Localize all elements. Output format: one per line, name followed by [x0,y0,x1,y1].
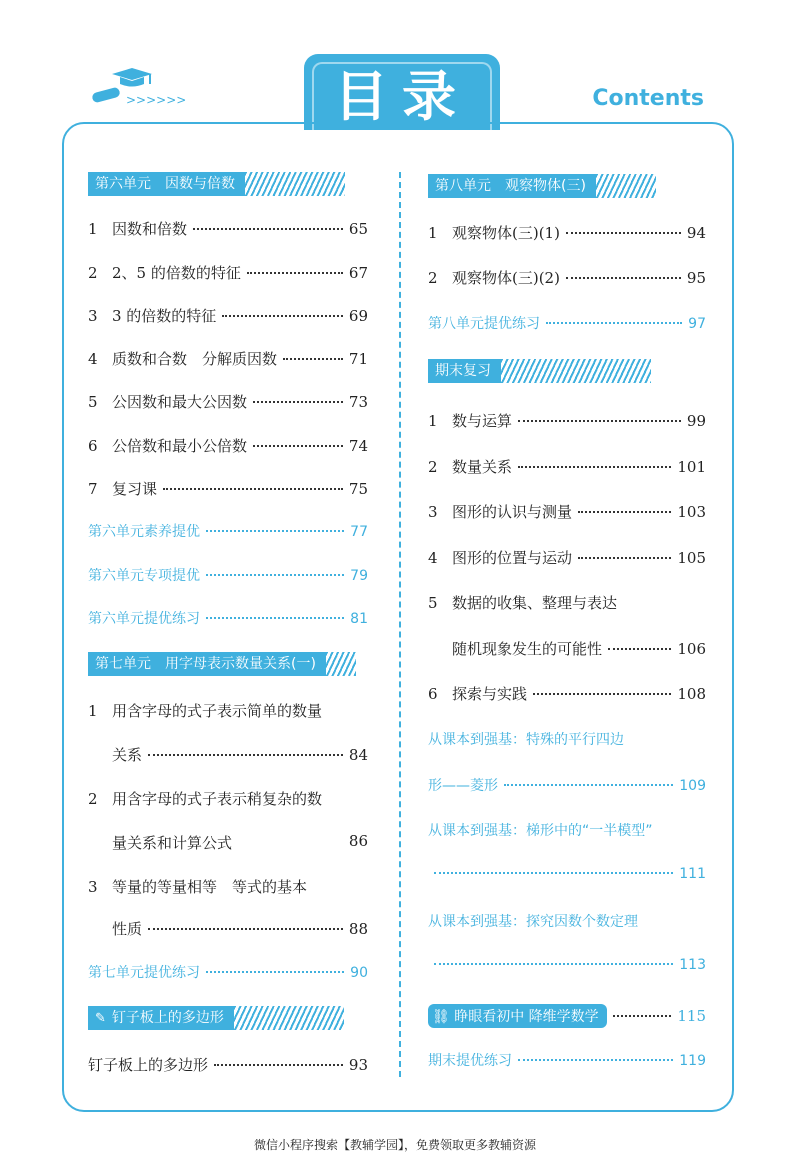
toc-entry-line2[interactable]: 量关系和计算公式 86 [112,832,368,852]
toc-entry-line2[interactable]: 性质 88 [112,920,368,938]
toc-entry[interactable]: 3 3 的倍数的特征 69 [88,307,368,325]
toc-entry[interactable]: 4 图形的位置与运动 105 [428,549,706,567]
contents-label: Contents [592,86,704,111]
toc-entry-line1[interactable]: 3 等量的等量相等 等式的基本 [88,878,308,896]
toc-entry[interactable]: 2 观察物体(三)(2) 95 [428,269,706,287]
page-title: 目录 [304,54,500,130]
footer-note: 微信小程序搜索【教辅学园】，免费领取更多教辅资源 [253,1138,536,1152]
toc-entry-highlight[interactable]: 第六单元素养提优 77 [88,524,368,540]
toc-entry[interactable]: 5 公因数和最大公因数 73 [88,393,368,411]
toc-entry-line1[interactable]: 5 数据的收集、整理与表达 [428,594,618,612]
section-heading-unit7: 第七单元 用字母表示数量关系(一) [88,652,356,676]
toc-entry-line1[interactable]: 1 用含字母的式子表示简单的数量 [88,702,323,720]
toc-entry-highlight[interactable]: 第七单元提优练习 90 [88,965,368,981]
graduation-cap-icon [86,68,187,112]
section-heading-unit8: 第八单元 观察物体(三) [428,174,656,198]
section-heading-unit6: 第六单元 因数与倍数 [88,172,345,196]
column-divider [399,172,401,1077]
junior-badge: ⛓ 睁眼看初中 降维学数学 [428,1004,607,1028]
toc-entry-highlight[interactable]: 第六单元提优练习 81 [88,611,368,627]
toc-entry[interactable]: 1 数与运算 99 [428,412,706,430]
toc-entry-highlight-line1[interactable]: 从课本到强基：特殊的平行四边 [428,732,624,748]
toc-entry-line1[interactable]: 2 用含字母的式子表示稍复杂的数 [88,790,323,808]
toc-entry-line2[interactable]: 随机现象发生的可能性 106 [452,640,706,658]
toc-entry[interactable]: 2 2、5 的倍数的特征 67 [88,264,368,282]
toc-entry[interactable]: 1 观察物体(三)(1) 94 [428,224,706,242]
toc-entry-line2[interactable]: 关系 84 [112,746,368,764]
toc-entry-highlight[interactable]: 第六单元专项提优 79 [88,568,368,584]
chain-link-icon: ⛓ [432,1009,455,1025]
toc-entry[interactable]: 4 质数和合数 分解质因数 71 [88,350,368,368]
toc-entry-highlight-line1[interactable]: 从课本到强基：探究因数个数定理 [428,914,638,930]
toc-entry[interactable]: 3 图形的认识与测量 103 [428,503,706,521]
toc-entry[interactable]: 2 数量关系 101 [428,458,706,476]
stripe-decoration [234,1006,344,1030]
toc-entry[interactable]: 6 探索与实践 108 [428,685,706,703]
toc-entry[interactable]: 钉子板上的多边形 93 [88,1056,368,1074]
toc-entry[interactable]: 7 复习课 75 [88,480,368,498]
section-heading-special: ✎ 钉子板上的多边形 [88,1006,344,1030]
stripe-decoration [245,172,345,196]
toc-entry[interactable]: 6 公倍数和最小公倍数 74 [88,437,368,455]
stripe-decoration [501,359,651,383]
toc-entry-highlight-line1[interactable]: 从课本到强基：梯形中的“一半模型” [428,823,653,839]
stripe-decoration [596,174,656,198]
toc-entry-junior[interactable]: ⛓ 睁眼看初中 降维学数学 115 [428,1004,706,1028]
toc-entry-highlight[interactable]: 第八单元提优练习 97 [428,316,706,332]
svg-text:>>>>>>: >>>>>> [126,93,187,107]
toc-entry-highlight-line2[interactable]: 113 [428,957,706,973]
stripe-decoration [326,652,356,676]
section-heading-review: 期末复习 [428,359,651,383]
header [0,0,790,130]
toc-entry-highlight-line2[interactable]: 111 [428,866,706,882]
pin-board-icon: ✎ [95,1011,106,1026]
toc-entry-highlight-line2[interactable]: 形——菱形 109 [428,778,706,794]
toc-entry-highlight[interactable]: 期末提优练习 119 [428,1053,706,1069]
toc-entry[interactable]: 1 因数和倍数 65 [88,220,368,238]
